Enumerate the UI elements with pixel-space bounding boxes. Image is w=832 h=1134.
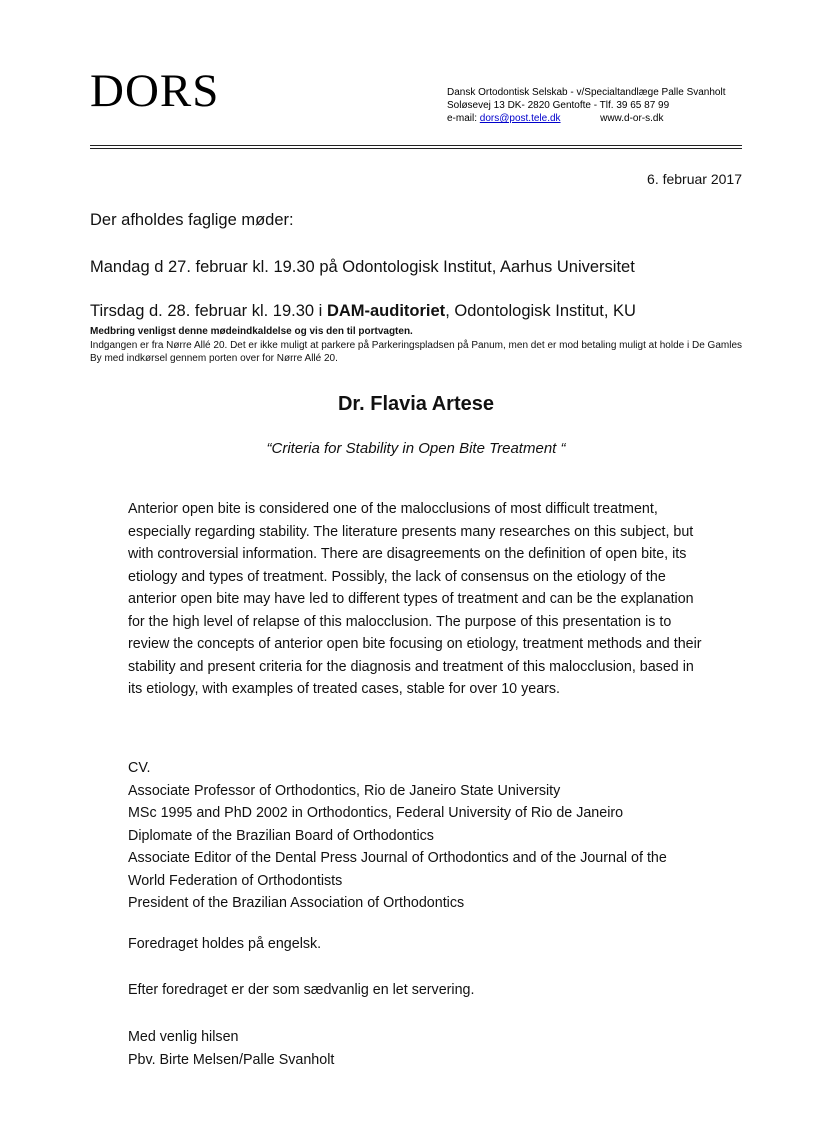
organization-name: Dansk Ortodontisk Selskab - v/Specialtandlæge Palle Svanholt [447, 87, 726, 98]
speaker-name: Dr. Flavia Artese [337, 393, 494, 415]
abstract-paragraph: Anterior open bite is considered one of the malocclusions of most difficult treatment, especially regarding stability. The literature presents many researches on this subject, but with controversial information. There are disagreements on the definition of open bite, its etiology and types of treatment. Possibly, the lack of consensus on the etiology of the anterior open bite may have led to different types of treatment and can be the explanation for the high level of relapse of this malocclusion. The purpose of this presentation is to review the concepts of anterior open bite focusing on etiology, treatment methods and their stability and present criteria for the diagnosis and treatment of this malocclusion, based in its etiology, with examples of treated cases, stable for over 10 years. [128, 501, 702, 697]
cv-item: Diplomate of the Brazilian Board of Orthodontics [128, 827, 434, 844]
cv-item: World Federation of Orthodontists [128, 872, 343, 889]
meeting-aarhus: Mandag d 27. februar kl. 19.30 på Odontologisk Institut, Aarhus Universitet [90, 258, 635, 276]
intro-text: Der afholdes faglige møder: [90, 211, 294, 229]
letter-date: 6. februar 2017 [647, 171, 742, 187]
meeting-venue: DAM-auditoriet [326, 302, 446, 320]
organization-address-block [447, 86, 725, 125]
organization-address: Soløsevej 13 DK- 2820 Gentofte - Tlf. 39 65 87 99 [447, 100, 670, 111]
language-note: Foredraget holdes på engelsk. [128, 936, 322, 952]
email-link[interactable]: dors@post.tele.dk [479, 113, 561, 124]
closing-greeting: Med venlig hilsen [128, 1029, 239, 1045]
bring-note: Medbring venligst denne mødeindkaldelse og vis den til portvagten. [90, 326, 413, 337]
cv-item: President of the Brazilian Association of Orthodontics [128, 895, 465, 911]
header-divider-top [90, 145, 742, 146]
signature-block [128, 1026, 334, 1071]
serving-note: Efter foredraget er der som sædvanlig en let servering. [128, 982, 475, 998]
cv-section [128, 757, 667, 915]
cv-item: Associate Editor of the Dental Press Journal of Orthodontics and of the Journal of the [128, 850, 667, 866]
signature-names: Pbv. Birte Melsen/Palle Svanholt [128, 1051, 335, 1068]
cv-item: Associate Professor of Orthodontics, Rio de Janeiro State University [128, 782, 561, 799]
meeting-copenhagen-prefix: Tirsdag d. 28. februar kl. 19.30 i [90, 302, 327, 320]
dors-logo: DORS [90, 65, 220, 117]
cv-heading: CV. [128, 760, 151, 776]
cv-item: MSc 1995 and PhD 2002 in Orthodontics, Federal University of Rio de Janeiro [128, 805, 624, 821]
meeting-copenhagen [90, 302, 636, 321]
header-divider-bottom [90, 148, 742, 149]
contact-line [447, 112, 725, 125]
meeting-copenhagen-suffix: , Odontologisk Institut, KU [445, 302, 636, 320]
email-label: e-mail: [447, 113, 478, 124]
talk-title: “Criteria for Stability in Open Bite Treatment “ [266, 440, 566, 457]
website-text: www.d-or-s.dk [600, 113, 664, 124]
entrance-note: Indgangen er fra Nørre Allé 20. Det er ikke muligt at parkere på Parkeringspladsen på Panum, men det er mod betaling muligt at holde i De Gamles By med indkørsel gennem porten over for Nørre Allé 20. [90, 340, 743, 364]
